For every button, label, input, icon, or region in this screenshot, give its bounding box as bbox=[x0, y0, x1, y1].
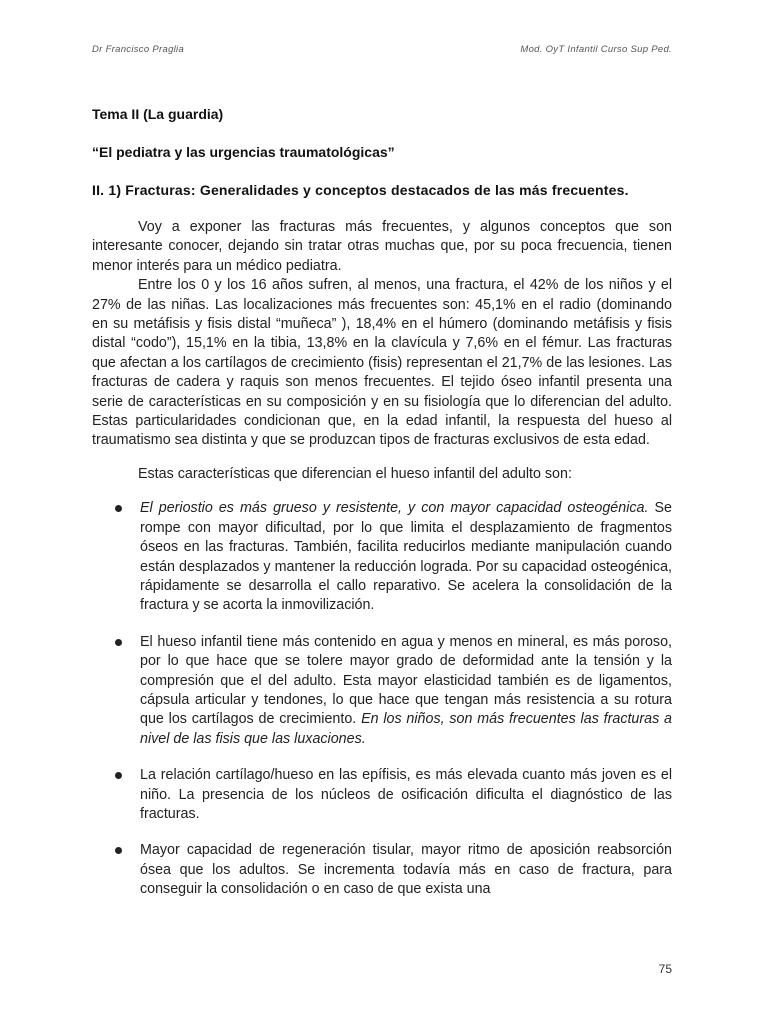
header-course: Mod. OyT Infantil Curso Sup Ped. bbox=[520, 44, 672, 55]
paragraph-intro: Voy a exponer las fracturas más frecuentes, y algunos conceptos que son interesante conocer, dejando sin tratar otras muchas que, por su poca frecuencia, tienen menor interés para un médico pediatra. bbox=[92, 219, 672, 274]
chapter-title: “El pediatra y las urgencias traumatológicas” bbox=[92, 144, 395, 160]
paragraph-statistics: Entre los 0 y los 16 años sufren, al menos, una fractura, el 42% de los niños y el 27% de las niñas. Las localizaciones más frecuentes son: 45,1% en el radio (dominando en su metáfisis y fisis distal “muñeca” ), 18,4% en el húmero (dominando metáfisis y fisis distal “codo”), 15,1% en la tibia, 13,8% en la clavícula y 7,6% en el fémur. Las fracturas que afectan a los cartílagos de crecimiento (fisis) representan el 21,7% de las lesiones. Las fracturas de cadera y raquis son menos frecuentes. El tejido óseo infantil presenta una serie de características en su composición y en su fisiología que lo diferencian del adulto. Estas particularidades condicionan que, en la edad infantil, la respuesta del hueso al traumatismo sea distinta y que se produzcan tipos de fracturas exclusivos de esta edad. bbox=[92, 277, 672, 449]
running-header bbox=[92, 44, 672, 55]
list-item-text: Mayor capacidad de regeneración tisular, mayor ritmo de aposición reabsorción ósea que los adultos. Se incrementa todavía más en caso de fractura, para conseguir la consolidación o en caso de que exista una bbox=[140, 842, 672, 898]
bullet-icon bbox=[115, 772, 122, 779]
tema-heading: Tema II (La guardia) bbox=[92, 106, 224, 122]
paragraph-characteristics-lead: Estas características que diferencian el hueso infantil del adulto son: bbox=[138, 465, 572, 482]
list-item-emphasis: El periostio es más grueso y resistente, y con mayor capacidad osteogénica. bbox=[140, 500, 649, 517]
list-item bbox=[92, 841, 672, 899]
page-number: 75 bbox=[658, 962, 672, 976]
header-author: Dr Francisco Praglia bbox=[92, 44, 185, 55]
list-item-text: Se rompe con mayor dificultad, por lo que limita el desplazamiento de fragmentos óseos en las fracturas. También, facilita reducirlos mediante manipulación cuando están desplazados y mantener la reducción lograda. Por su capacidad osteogénica, rápidamente se desarrolla el callo reparativo. Se acelera la consolidación de la fractura y se acorta la inmovilización. bbox=[140, 500, 672, 614]
list-item bbox=[92, 499, 672, 615]
document-body bbox=[92, 104, 672, 917]
list-item-emphasis: En los niños, son más frecuentes las fracturas a nivel de las fisis que las luxaciones. bbox=[140, 711, 672, 747]
list-item-text: El hueso infantil tiene más contenido en agua y menos en mineral, es más poroso, por lo que hace que se tolere mayor grado de deformidad ante la tensión y la compresión que el del adulto. Esta mayor elasticidad también es de ligamentos, cápsula articular y tendones, lo que hace que tengan más resistencia a su rotura que los cartílagos de crecimiento. bbox=[140, 633, 672, 728]
bullet-icon bbox=[115, 847, 122, 854]
list-item bbox=[92, 633, 672, 749]
characteristics-list bbox=[92, 499, 672, 899]
bullet-icon bbox=[115, 639, 122, 646]
list-item bbox=[92, 766, 672, 824]
list-item-text: La relación cartílago/hueso en las epífisis, es más elevada cuanto más joven es el niño. La presencia de los núcleos de osificación dificulta el diagnóstico de las fracturas. bbox=[140, 767, 672, 822]
bullet-icon bbox=[115, 505, 122, 512]
section-heading: II. 1) Fracturas: Generalidades y conceptos destacados de las más frecuentes. bbox=[92, 182, 629, 198]
